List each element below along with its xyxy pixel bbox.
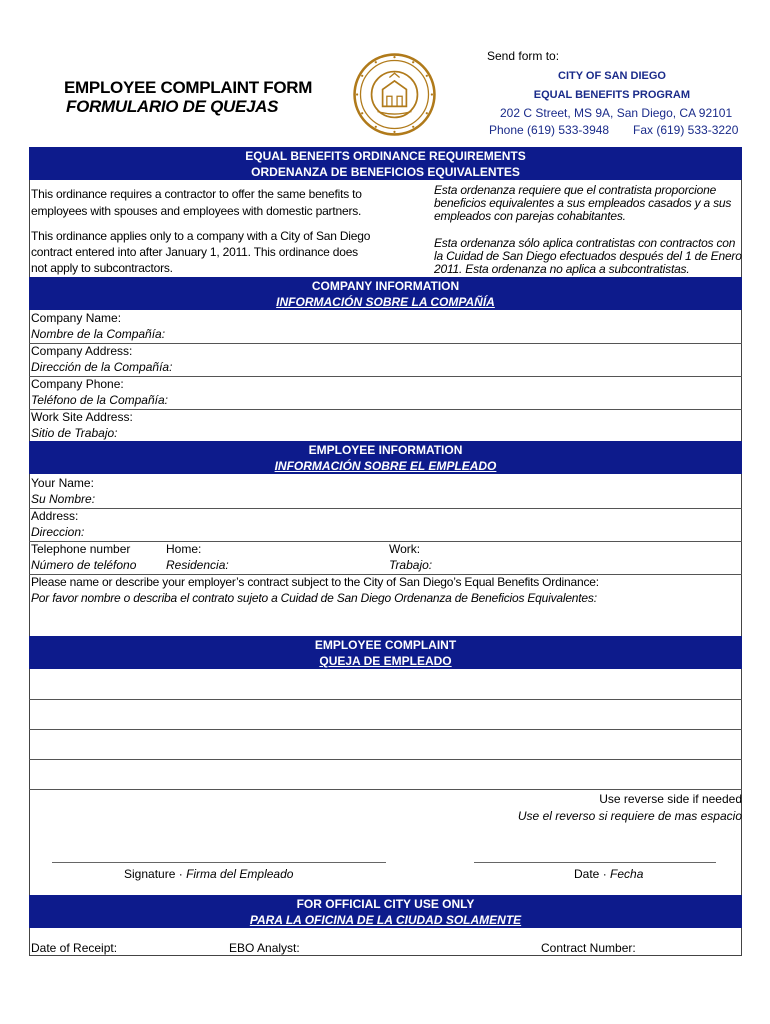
employee-name-label-es: Su Nombre:	[31, 492, 96, 506]
program-address: 202 C Street, MS 9A, San Diego, CA 92101	[500, 106, 733, 120]
ordinance-en-text: This ordinance requires a contractor to offer the same benefits to	[31, 187, 362, 201]
complaint-line	[29, 729, 742, 730]
company-phone-label-es: Teléfono de la Compañía:	[31, 393, 168, 407]
complaint-heading-spanish: QUEJA DE EMPLEADO	[319, 654, 452, 668]
ordinance-es-text: beneficios equivalentes a sus empleados casados y a sus	[434, 196, 732, 210]
official-heading-spanish: PARA LA OFICINA DE LA CIUDAD SOLAMENTE	[249, 913, 522, 927]
city-seal-icon	[352, 52, 437, 137]
employee-heading: EMPLOYEE INFORMATION	[308, 443, 463, 457]
contract-prompt: Please name or describe your employer’s contract subject to the City of San Diego’s Equal Benefits Ordinance:	[31, 575, 599, 589]
company-address-label-es: Dirección de la Compañía:	[31, 360, 173, 374]
employee-address-label-es: Direccion:	[31, 525, 85, 539]
complaint-line	[29, 789, 742, 790]
ordinance-header	[29, 147, 742, 180]
official-header	[29, 895, 742, 928]
program-name: EQUAL BENEFITS PROGRAM	[533, 89, 690, 101]
ordinance-heading: EQUAL BENEFITS ORDINANCE REQUIREMENTS	[245, 149, 526, 163]
date-line[interactable]	[474, 862, 716, 863]
company-name-label: Company Name:	[31, 311, 122, 325]
company-heading: COMPANY INFORMATION	[311, 279, 460, 293]
divider	[29, 343, 742, 344]
telephone-label: Telephone number	[31, 542, 131, 556]
employee-name-label: Your Name:	[31, 476, 94, 490]
contract-number-label: Contract Number:	[541, 941, 636, 955]
telephone-label-es: Número de teléfono	[31, 558, 137, 572]
contract-prompt-es: Por favor nombre o describa el contrato sujeto a Cuidad de San Diego Ordenanza de Beneficios Equivalentes:	[31, 591, 597, 605]
ordinance-es-text: 2011. Esta ordenanza no aplica a subcontratistas.	[434, 262, 690, 276]
home-phone-label: Home:	[166, 542, 202, 556]
ebo-analyst-label: EBO Analyst:	[229, 941, 300, 955]
divider	[29, 409, 742, 410]
complaint-header	[29, 636, 742, 669]
program-phone: Phone (619) 533-3948	[489, 123, 610, 137]
worksite-label: Work Site Address:	[31, 410, 133, 424]
employee-header	[29, 441, 742, 474]
ordinance-es-text: la Cuidad de San Diego efectuados después del 1 de Enero	[434, 249, 742, 263]
complaint-line	[29, 699, 742, 700]
home-phone-label-es: Residencia:	[166, 558, 229, 572]
company-address-label: Company Address:	[31, 344, 133, 358]
work-phone-label-es: Trabajo:	[389, 558, 433, 572]
company-header	[29, 277, 742, 310]
form-title-spanish: FORMULARIO DE QUEJAS	[66, 97, 279, 116]
signature-label: Signature · Firma del Empleado	[124, 867, 294, 881]
date-of-receipt-label: Date of Receipt:	[31, 941, 118, 955]
company-name-label-es: Nombre de la Compañía:	[31, 327, 166, 341]
complaint-line	[29, 759, 742, 760]
program-fax: Fax (619) 533-3220	[633, 123, 739, 137]
employee-heading-spanish: INFORMACIÓN SOBRE EL EMPLEADO	[274, 459, 497, 473]
reverse-note: Use reverse side if needed	[599, 792, 742, 806]
ordinance-es-text: Esta ordenanza requiere que el contratista proporcione	[434, 183, 717, 197]
ordinance-en-text: contract entered into after January 1, 2011. This ordinance does	[31, 245, 358, 259]
complaint-heading: EMPLOYEE COMPLAINT	[314, 638, 457, 652]
ordinance-es-text: empleados con parejas cohabitantes.	[434, 209, 626, 223]
date-label: Date · Fecha	[574, 867, 644, 881]
divider	[29, 508, 742, 509]
ordinance-en-text: not apply to subcontractors.	[31, 261, 173, 275]
ordinance-en-text: employees with spouses and employees with domestic partners.	[31, 204, 362, 218]
city-name: CITY OF SAN DIEGO	[558, 70, 666, 82]
signature-line[interactable]	[52, 862, 386, 863]
send-to-label: Send form to:	[487, 49, 560, 63]
divider	[29, 541, 742, 542]
form-title: EMPLOYEE COMPLAINT FORM	[64, 78, 313, 97]
ordinance-en-text: This ordinance applies only to a company with a City of San Diego	[31, 229, 371, 243]
worksite-label-es: Sitio de Trabajo:	[31, 426, 118, 440]
company-heading-spanish: INFORMACIÓN SOBRE LA COMPAÑÍA	[276, 295, 495, 309]
ordinance-heading-spanish: ORDENANZA DE BENEFICIOS EQUIVALENTES	[251, 165, 520, 179]
employee-address-label: Address:	[31, 509, 79, 523]
reverse-note-es: Use el reverso si requiere de mas espacio	[517, 809, 742, 823]
divider	[29, 376, 742, 377]
work-phone-label: Work:	[389, 542, 421, 556]
company-phone-label: Company Phone:	[31, 377, 124, 391]
official-heading: FOR OFFICIAL CITY USE ONLY	[296, 897, 475, 911]
ordinance-es-text: Esta ordenanza sólo aplica contratistas con contractos con	[434, 236, 736, 250]
